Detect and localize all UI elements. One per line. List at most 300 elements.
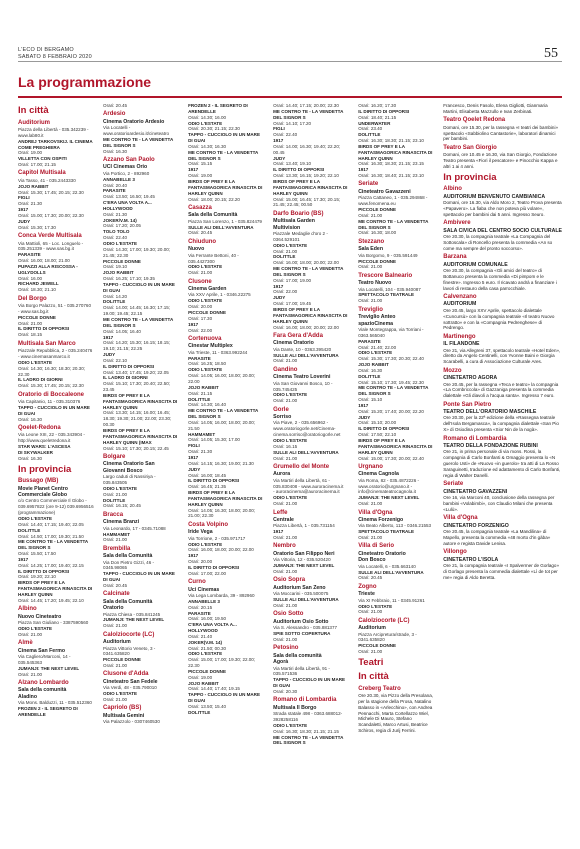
venue-name: Multisala Gemini (103, 712, 145, 719)
venue-name: Cinema Forzenigo (358, 517, 404, 523)
showtimes: Orari: 15.10 (358, 397, 383, 403)
showtimes: Orari: 16.30 (18, 455, 43, 461)
showtimes: 22.30 (188, 663, 200, 669)
showtimes: Orari: 14.25; 17.00; 19.40; 22.15 (18, 562, 84, 568)
showtimes: 21.00; 22.30 (188, 513, 214, 519)
showtimes: Orari: 21.00 (103, 697, 128, 703)
venue-name: Cineteatro San Fedele (103, 678, 158, 685)
showtimes: 19.10; 21.15; 22.25 (103, 346, 143, 352)
page-title: La programmazione (18, 74, 152, 90)
venue-address: Via Locatelli, 6 - 035.663140 (358, 563, 416, 569)
film-title: 1917 (18, 556, 29, 562)
venue-address: Largo caduti di Nassiriya - (103, 474, 156, 480)
film-title: DEL SIGNOR S (273, 271, 306, 277)
city-heading: Treviglio (358, 306, 383, 313)
film-title: BIRDS OF PREY E LA (273, 178, 321, 184)
showtimes: Orari: 16.30; 18.30; 21.15; 21.15 (273, 728, 339, 734)
film-title: FANTASMAGORICA RINASCITA DI (18, 586, 93, 592)
film-title: PICCOLE DONNE (358, 258, 397, 264)
film-title: PARASITE (188, 355, 211, 361)
venue-name: Cinestar Multiplex (188, 343, 233, 350)
film-title: IL DIRITTO DI OPPORSI (273, 167, 325, 173)
city-heading: Romano di Lombardia (443, 435, 507, 442)
showtimes: Orari: 15.00; 16.45; 17.30; 20.15; (273, 196, 341, 202)
film-title: ME CONTRO TE - LA VENDETTA (273, 108, 344, 114)
film-title: IL DIRITTO DI OPPORSI (18, 568, 70, 574)
film-title: PICCOLE DONNE (358, 207, 397, 213)
showtimes: Orari: 14.00; 16.30; 19.40; 22.20; (273, 143, 341, 149)
city-heading: Romano di Lombardia (273, 697, 337, 704)
showtimes: Orari: 20.45 (188, 230, 213, 236)
venue-name: Commerciale Globo (18, 492, 68, 499)
film-title: HARLEY QUINN (358, 449, 393, 455)
film-title: PICCOLE DONNE (188, 668, 226, 674)
film-title: BIRDS OF PREY E LA (358, 438, 406, 443)
venue-name: Trieste (358, 591, 375, 598)
showtimes: Orari: 14.05; 15.30; 17.00 (188, 437, 240, 443)
venue-address: Piazza Libertà, 1 - 035.731154 (273, 523, 335, 529)
showtimes: Orari: 17.20; 20.05 (103, 223, 141, 229)
showtimes: Orari: 15.10; 17.30; 20.15; 22.45 (103, 445, 169, 451)
venue-name: Uci Cinemas (188, 586, 220, 593)
venue-address: Via Dante, 10 - 0363.395420 (273, 346, 332, 352)
showtimes: Orari: 21.00 (103, 491, 128, 497)
venue-address: 035.830408 - www.auroracinema.it (273, 483, 344, 489)
city-heading: Calvenzano (443, 293, 477, 300)
city-heading: Curno (188, 579, 206, 586)
city-heading: Urgnano (358, 463, 383, 470)
city-heading: Ambivere (443, 220, 471, 227)
venue-name: Cinema Branzi (103, 519, 140, 526)
showtimes: Orari: 21.00 (358, 298, 383, 304)
venue-address: Viale Montegrappa, via Torriani - (358, 326, 424, 332)
city-heading: Grumello del Monte (273, 463, 330, 470)
film-title: JUMANJI: THE NEXT LEVEL (358, 495, 420, 501)
city-heading: Chiuduno (188, 238, 217, 245)
city-heading: Petosino (273, 645, 299, 652)
city-heading: Gandino (273, 366, 298, 373)
venue-address: 035.571536 (273, 671, 298, 677)
venue-address: Via Piave, 2 - 035.656962 - (273, 420, 329, 426)
film-title: DEL SIGNOR S (103, 142, 136, 148)
venue-name: Teatro Nuovo (358, 280, 392, 287)
venue-name: SALA CIVICA DEL CENTRO SOCIO CULTURALE (443, 227, 562, 234)
city-heading: Costa Volpino (188, 521, 228, 528)
venue-name: Multivision (273, 224, 301, 231)
showtimes: Orari: 15.00; 17.00; 19.30; 22.00; (188, 657, 256, 663)
film-title: JOKER(V.M. 14) (188, 639, 223, 645)
city-heading: Brembilla (103, 545, 131, 552)
film-title: PARASITE (18, 252, 41, 258)
film-title: BIRDS OF PREY E LA (188, 178, 236, 184)
city-heading: Teatro Qoelet Redona (443, 117, 506, 124)
showtimes: Orari: 13.50; 16.50; 19.45 (103, 194, 155, 200)
venue-name: Cineteatro Gavazzeni (358, 188, 411, 195)
section-heading: Teatri (358, 657, 384, 668)
venue-name: CINETEATRO AGORA (443, 375, 498, 382)
venue-address: info@cinemateatrocagnola.it (358, 489, 416, 495)
film-title: HOLLYWOOD (188, 628, 218, 634)
venue-name: Sala della Comunità (188, 212, 238, 219)
showtimes: Orari: 16.00; 19.50 (188, 616, 227, 622)
film-title: BIRDS OF PREY E LA (188, 490, 236, 496)
venue-address: Via Don Pietro Gizzi, 46 - (103, 559, 155, 565)
showtimes: Orari: 22.00 (188, 327, 213, 333)
venue-name: Multisala Il Borgo (273, 704, 317, 711)
showtimes: Orari: 21.30 (18, 201, 43, 207)
showtimes: Orari: 21.00 (358, 264, 383, 270)
venue-address: Via Ferrante Bettoni, 40 - (188, 252, 239, 258)
showtimes: Orari: 21.00 (273, 602, 298, 608)
venue-address: Via Roma, 82 - 035.4872226 - (358, 477, 420, 483)
venue-address: www.fenomena.eu (358, 201, 396, 207)
venue-address: Via Mattioli, 65 - Loc. Longuelo - (18, 240, 84, 246)
city-heading: Qoelet-Redona (18, 424, 61, 431)
film-title: ODIO L'ESTATE (273, 392, 308, 398)
showtimes: Orari: 21.00 (273, 535, 298, 541)
venue-name: AUDITORIUM (443, 301, 477, 308)
showtimes: Orari: 21.40; 22.00 (358, 344, 397, 350)
venue-address: 035.4427300 (188, 258, 215, 264)
venue-address: www.oratorio@urgnano.it - (358, 483, 413, 489)
showtimes: Orari: 16.30; 18.30; 21.15; 23.10 (358, 138, 424, 144)
film-title: IL LADRO DI GIORNI (18, 377, 63, 383)
film-title: SULLE ALI DELL'AVVENTURA (188, 224, 254, 230)
showtimes: Orari: 17.00; 19.45 (273, 301, 312, 307)
film-title: DI SKYWALKER (18, 449, 53, 455)
showtimes: 00.30 (103, 422, 115, 428)
venue-name: Don Bosco (358, 557, 386, 564)
showtimes: Orari: 15.10; 17.30; 20.40; 22.50; (103, 381, 171, 387)
city-heading: Creberg Teatro (358, 685, 401, 692)
venue-address: cinema.sorriso@oratoriogorle.net (273, 432, 341, 438)
venue-address: 0345.98065 (103, 565, 128, 571)
showtimes: Orari: 14.30; 16.40 (188, 402, 227, 408)
film-title: PARASITE (358, 338, 381, 344)
city-heading: Casazza (188, 204, 212, 211)
city-heading: Azzano San Paolo (103, 156, 155, 163)
venue-address: Via Tasso, 41 - 035.2443330 (18, 177, 76, 183)
column-6 (443, 103, 562, 839)
film-title: 1917 (273, 283, 284, 289)
film-title: IL DIRITTO DI OPPORSI (18, 326, 70, 332)
film-title: FROZEN 2 - IL SEGRETO DI (18, 706, 78, 712)
venue-address: Piazzale Medaglie d'oro 2 - (273, 231, 328, 236)
film-title: DI GUAI (18, 410, 36, 416)
film-title: FIGLI (188, 443, 200, 449)
film-title: PICCOLE DONNE (103, 258, 141, 264)
city-heading: Clusone (188, 278, 212, 285)
showtimes: Orari: 19.00 (188, 674, 213, 680)
film-title: JOJO RABBIT (18, 183, 49, 189)
film-title: PARASITE (188, 610, 211, 616)
city-heading: Stezzano (358, 238, 385, 245)
city-heading: Gorle (273, 406, 289, 413)
venue-address: Via Martiri della Libertà, 91 - (273, 665, 330, 671)
film-title: DOLITTLE (273, 254, 296, 260)
venue-name: Cinema Oratorio (273, 340, 314, 347)
venue-name: Sala Eden (358, 246, 383, 253)
venue-address: 035.251339 - www.sas.bg.it (18, 246, 74, 252)
showtimes: Orari: 15.00; 17.30; 20.00; 22.40 (358, 455, 424, 461)
film-title: BIRDS OF PREY E LA (273, 306, 321, 312)
venue-address: Via Trieste, 11 - 0363.992244 (188, 349, 248, 355)
showtimes: Orari: 21.00 (18, 320, 43, 326)
film-title: UGLYDOLLS (18, 269, 46, 275)
city-heading: Clusone d'Adda (103, 671, 149, 678)
film-title: SPETTACOLO TEATRALE (358, 292, 415, 298)
film-title: ODIO L'ESTATE (358, 603, 393, 609)
venue-name: Auditorium (358, 625, 386, 632)
city-heading: Seriate (358, 181, 379, 188)
film-title: JOKER/V.M. 14) (103, 217, 137, 223)
showtimes: Orari: 21.00 (358, 212, 383, 218)
event-description: Ore 20.45, la compagnia teatrale «La Mandilina» di Mapello, presenta la commedia «48 morto d'in gàba» autore e regista Davide Lenisa. (443, 528, 551, 546)
showtimes: Orari: 14.20; 15.30; 16.15; 18.15; (103, 340, 171, 346)
section-heading: In città (18, 105, 49, 116)
film-title: BIRDS OF PREY E LA (103, 428, 150, 433)
showtimes: Orari: 22.40 (103, 235, 128, 241)
film-title: TAPPO - CUCCIOLO IN UN MARE (18, 404, 90, 410)
film-title: FANTASMAGORICA RINASCITA DI (103, 433, 178, 439)
showtimes: Orari: 15.00; 17.30; 20.00; 22.30 (18, 212, 84, 218)
venue-name: Auditorium (103, 639, 131, 646)
venue-address: Piazza San Giuliano - 3387590560 (18, 620, 89, 626)
showtimes: Orari: 15.10; 17.30; 19.45; 22.30 (358, 379, 424, 385)
showtimes: Orari: 22.10 (103, 357, 128, 363)
showtimes: Orari: 20.45 (358, 575, 383, 581)
showtimes: Orari: 14.20 (103, 293, 128, 299)
venue-address: www.oratorioardesio.it/cineteatro (103, 131, 170, 137)
city-heading: Bracca (103, 511, 124, 518)
showtimes: Orari: 17.00; 22.00 (188, 570, 227, 576)
film-title: VILLETTA CON OSPITI (18, 156, 67, 162)
showtimes: Orari: 15.30; 17.30 (18, 224, 56, 230)
film-title: ME CONTRO TE - LA VENDETTA (103, 316, 174, 322)
column-2 (103, 103, 181, 839)
venue-name: Aladino (18, 693, 38, 700)
showtimes: Orari: 13.40; 17.45; 19.20; 22.05 (103, 369, 169, 375)
film-title: DEL SIGNOR S (18, 545, 51, 551)
film-title: 1917 (273, 138, 284, 144)
city-heading: Del Borgo (18, 295, 47, 302)
film-title: HARLEY QUINN (103, 404, 138, 410)
showtimes: Orari: 16.45; 21.35 (188, 484, 227, 490)
showtimes: 21.45; 22.45; 00.50 (273, 202, 313, 208)
film-title: FIGLI (273, 126, 285, 132)
film-title: IL LADRO DI GIORNI (103, 375, 148, 381)
film-title: FANTASMAGORICA RINASCITA DI (358, 149, 433, 155)
film-title: DEL SIGNOR S (273, 114, 306, 120)
film-title: 1917 (358, 167, 369, 173)
film-title: DI GUAI (273, 683, 291, 689)
film-title: JUDY (273, 295, 286, 301)
city-heading: Mozzo (443, 367, 462, 374)
showtimes: Orari: 16.00; 18.00; 21.00 (18, 258, 70, 264)
venue-name: Multisala Garden (273, 218, 315, 225)
city-heading: Cortenuova (188, 335, 222, 342)
venue-address: Via Palazzolo - 0307460530 (103, 719, 160, 725)
showtimes: Orari: 14.40; 17.15; 20.00; 22.30 (273, 103, 339, 108)
film-title: ME CONTRO TE - LA VENDETTA (188, 149, 259, 155)
city-heading: Osio Sopra (273, 577, 306, 584)
event-description: Ore 20.30, via Pizzo della Presolana, per la stagione della Prosa, Natalino Balasso in «Arlecchino», con Andrea Pennacchi, Marta Cortellazzo Wiel, Michele Di Mauro, Stefano Scandaletti, Marco Artusi, Beatrice Schiros, regia di Jurij Ferrini. (358, 693, 434, 734)
showtimes: Orari: 15.30; 17.45; 20.15; 22.30 (18, 189, 84, 195)
venue-address: c/o Centro Commerciale Il Globo - (18, 498, 87, 504)
venue-address: 0363.565040 (358, 332, 385, 338)
film-title: C'ERA UNA VOLTA A... (103, 200, 152, 206)
showtimes: Orari: 16.00; 18.00; 20.00; 22.00 (188, 547, 254, 553)
showtimes: Orari: 20.15 (188, 604, 213, 610)
film-title: TAPPO - CUCCIOLO IN UN MARE (103, 571, 175, 577)
film-title: FANTASMAGORICA RINASCITA DI (103, 398, 178, 404)
venue-address: Via Capitanio, 11 - 035.310376 (18, 399, 81, 405)
film-title: FANTASMAGORICA RINASCITA DI (273, 184, 348, 190)
showtimes: Orari: 16.15 (273, 443, 298, 449)
venue-address: 035.843505 (103, 480, 128, 486)
showtimes: Orari: 21.00 (358, 609, 383, 615)
venue-name: Cinema Oratorio San (103, 461, 155, 468)
film-title: TAPPO - CUCCIOLO IN UN MARE (103, 281, 175, 287)
film-title: ARENDELLE (188, 108, 216, 114)
city-heading: Villa d'Ogna (358, 509, 393, 516)
showtimes: Orari: 14.30; 16.30 (188, 143, 227, 149)
showtimes: Orari: 16.30 (103, 148, 128, 154)
city-heading: Ponte San Pietro (443, 401, 492, 408)
venue-address: Via Locatelli, 104 - 035.940087 (358, 286, 421, 292)
film-title: DOLITTLE (18, 527, 41, 533)
film-title: SPIE SOTTO COPERTURA (273, 631, 331, 637)
column-3 (188, 103, 266, 839)
venue-address: Via Torrione, 2 - 035.971717 (188, 535, 246, 541)
showtimes: Orari: 21.00 (188, 270, 213, 276)
film-title: JUDY (188, 466, 201, 472)
city-heading: Zogno (358, 583, 377, 590)
showtimes: Orari: 20.00 (188, 304, 213, 310)
event-description: Domani, ore 16.30, via Aldo Moro 2, Teatro Prova presenta «Papavero». La fiaba che non poteva più volare», spettacolo per bambini dai 5 anni. Ingresso Seuro. (443, 200, 562, 217)
film-title: 1917 (103, 334, 114, 340)
venue-name: Iride Vega (188, 529, 213, 536)
showtimes: 23.45 (103, 387, 115, 393)
film-title: DI GUAI (188, 138, 206, 144)
showtimes: 00.45 (273, 149, 285, 155)
showtimes: 22.30 (18, 371, 30, 377)
city-heading: Darfo Boario (BS) (273, 210, 324, 217)
film-title: DEL SIGNOR S (103, 322, 136, 328)
film-title: PUPAZZI ALLA RISCOSSA - (18, 263, 78, 269)
showtimes: Orari: 14.30; 16.30; 18.30; 20.30; (18, 365, 85, 371)
column-1 (18, 103, 96, 839)
showtimes: Orari: 14.50; 17.00; 19.30; 21.50 (18, 533, 84, 539)
venue-address: www.oratoriogorle.net/Cinema- (273, 426, 336, 432)
film-title: DEL SIGNOR S (188, 155, 221, 161)
showtimes: Orari: 21.00 (103, 623, 128, 629)
venue-address: Via Leone XIII, 22 - 035.343904 - (18, 432, 85, 438)
showtimes: Orari: 21.30 (188, 449, 213, 455)
showtimes: Orari: 20.45 (103, 582, 128, 588)
city-heading: Auditorium (18, 119, 50, 126)
film-title: ODIO L'ESTATE (103, 691, 138, 697)
film-title: ODIO L'ESTATE (188, 651, 223, 657)
venue-address: Piazza Cattaneo, 1 - 035.294868 - (358, 195, 428, 201)
film-title: ODIO L'ESTATE (188, 264, 223, 270)
showtimes: 21.45; 22.30 (103, 252, 129, 258)
event-description: Ore 21, in prima personale di via mons. Rossi, la compagnia di Carlo Bonfanti & Omaggio presenta lo «N guerolo Usti» de «Nuovo «in guerolo» tra atti di La Rosso Saraguinetti, traduzione ed adattamento di Carlo Bonfanti, regia di Walter Danelli. (443, 449, 561, 478)
venue-name: TEATRO DELL'ORATORIO MASCHILE (443, 409, 537, 416)
showtimes: Orari: 16.00; 18.45 (188, 472, 227, 478)
venue-name: Auditorium Osio Sotto (273, 618, 329, 625)
venue-name: UCI Cinemas Orio (103, 164, 148, 171)
showtimes: Orari: 20.30 (273, 688, 298, 694)
film-title: IL DIRITTO DI OPPORSI (188, 564, 240, 570)
column-4 (273, 103, 351, 839)
showtimes: Orari: 22.40 (273, 132, 298, 138)
film-title: TOLO TOLO (103, 229, 130, 235)
city-heading: Capitol Multisala (18, 170, 66, 177)
film-title: FANTASMAGORICA RINASCITA DI (188, 184, 263, 190)
film-title: ODIO L'ESTATE (103, 241, 138, 246)
showtimes: Orari: 23.40 (358, 126, 383, 132)
film-title: HARLEY QUINN (188, 501, 223, 507)
paper-title: L'ECO DI BERGAMO (18, 47, 74, 53)
film-title: ODIO L'ESTATE (273, 242, 308, 248)
film-title: HARLEY QUINN (273, 190, 308, 196)
showtimes: Orari: 13.50; 15.40 (188, 704, 227, 709)
film-title: HOLLYWOOD (103, 205, 133, 211)
film-title: IL DIRITTO DI OPPORSI (358, 108, 410, 114)
showtimes: Orari: 14.15; 16.30; 19.00; 21.30 (188, 460, 254, 466)
showtimes: Orari: 15.50; 17.50 (18, 551, 56, 557)
venue-name: TEATRO DELLA FONDAZIONE RUBINI (443, 443, 538, 449)
city-heading: Alzano Lombardo (18, 679, 69, 686)
film-title: DOLITTLE (103, 497, 126, 503)
showtimes: Orari: 14.05; 16.00; 18.00; 20.00; (188, 419, 256, 425)
film-title: HARLEY QUINN (273, 318, 308, 324)
film-title: SULLE ALI DELL'AVVENTURA (273, 597, 339, 603)
film-title: IL DIRITTO DI OPPORSI (358, 426, 410, 432)
showtimes: Orari: 21.00 (273, 636, 298, 642)
venue-name: Oratorio San Filippo Neri (273, 550, 335, 557)
film-title: ODIO L'ESTATE (18, 359, 53, 365)
event-description: Ore 20.45, largo XXV Aprile, spettacolo dialettale «Cuncursù» con la compagnia teatrale «Il teatro Nuovo sottratto» e con la «Compagnia Pedrenghese» di Pedrengo. (443, 307, 555, 331)
film-title: PICCOLE DONNE (358, 643, 397, 649)
showtimes: Orari: 16.15; 20.45 (103, 503, 141, 509)
header-rule (18, 61, 562, 62)
showtimes: Orari: 15.30; 17.30; 20.30; 22.40 (358, 356, 424, 362)
city-heading: Multisala San Marco (18, 340, 76, 347)
film-title: PARASITE (103, 188, 126, 194)
venue-address: Piazza della Libertà - 035.342239 - (18, 127, 89, 132)
showtimes: 22.00 (188, 379, 200, 384)
venue-name: IL FILANDONE (443, 341, 480, 348)
venue-address: Via Martiri della Libertà, 61 - (273, 477, 330, 483)
event-description: Domani, ore 10.45 e 16.30, via San Giorgio, Fondazione Teatro presenta «Fiori il pescatore» e Pinocchio Kappa e altri 1 ai 4 anni. (443, 152, 558, 169)
venue-address: - www.cinemasanmarco.it (18, 354, 70, 359)
showtimes: Orari: 15.20; 17.40; 20.00; 22.20 (358, 408, 424, 414)
film-title: DEL SIGNOR S (188, 414, 221, 420)
venue-address: Via Verdi, 48 - 035.790010 (103, 685, 157, 691)
venue-address: 0341.635820 (358, 637, 385, 643)
film-title: TAPPO - CUCCIOLO IN UN MARE (273, 677, 346, 683)
venue-address: 0364.529101 (273, 236, 300, 242)
film-title: ODIO L'ESTATE (18, 625, 53, 631)
venue-name: Centrale (273, 517, 294, 523)
film-title: SPETTACOLO TEATRALE (358, 529, 415, 535)
film-title: BIRDS OF PREY E LA (18, 580, 65, 586)
venue-address: - auroracinema@auroracinema.it (273, 489, 340, 495)
venue-name: Aurora (273, 471, 291, 478)
film-title: ODIO L'ESTATE (188, 367, 223, 373)
